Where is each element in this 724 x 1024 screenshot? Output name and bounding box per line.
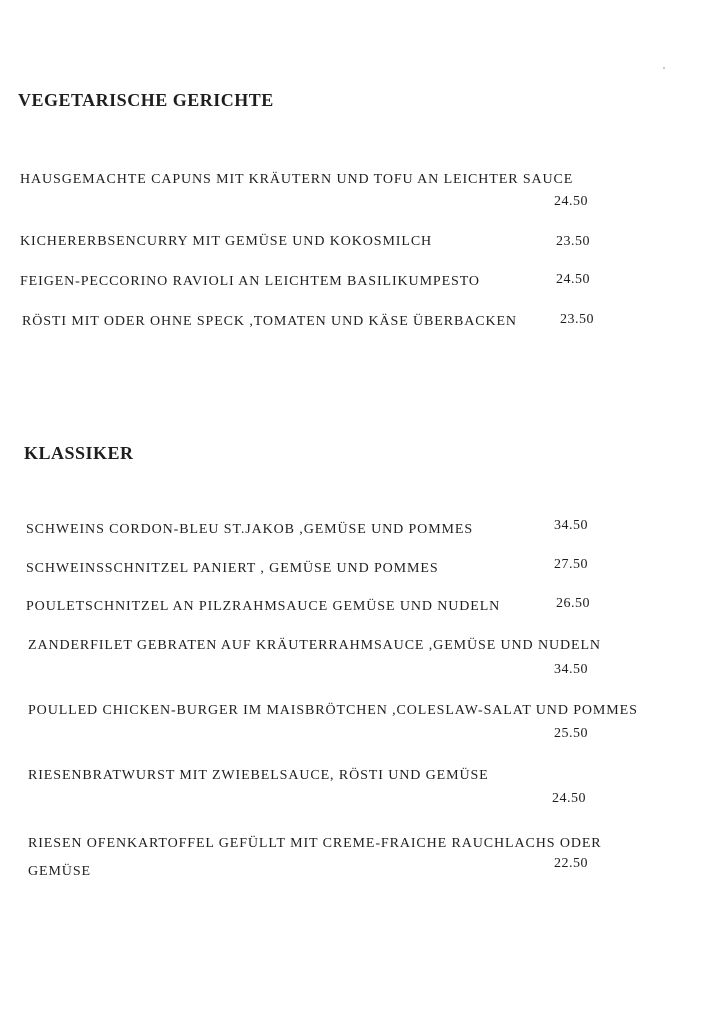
- menu-item-price: 34.50: [554, 518, 588, 533]
- paper-speck: [663, 67, 665, 69]
- menu-item-price: 24.50: [554, 194, 588, 209]
- menu-item-price: 27.50: [554, 557, 588, 572]
- menu-item-price: 34.50: [554, 662, 588, 677]
- menu-item-name: RIESENBRATWURST MIT ZWIEBELSAUCE, RÖSTI UND GEMÜSE: [28, 768, 489, 783]
- menu-item-name: FEIGEN-PECCORINO RAVIOLI AN LEICHTEM BASILIKUMPESTO: [20, 274, 480, 289]
- section-heading-classics: KLASSIKER: [24, 443, 134, 463]
- menu-item-price: 24.50: [552, 791, 586, 806]
- menu-item-name: SCHWEINS CORDON-BLEU ST.JAKOB ,GEMÜSE UND POMMES: [26, 522, 474, 537]
- menu-item-name: HAUSGEMACHTE CAPUNS MIT KRÄUTERN UND TOFU AN LEICHTER SAUCE: [20, 172, 574, 187]
- menu-item-price: 23.50: [560, 312, 594, 327]
- menu-item-price: 23.50: [556, 234, 590, 249]
- menu-item-name: RÖSTI MIT ODER OHNE SPECK ,TOMATEN UND KÄSE ÜBERBACKEN: [22, 314, 517, 329]
- section-heading-vegetarian: VEGETARISCHE GERICHTE: [18, 90, 274, 110]
- menu-item-name: ZANDERFILET GEBRATEN AUF KRÄUTERRAHMSAUCE ,GEMÜSE UND NUDELN: [28, 638, 601, 653]
- menu-item-name: KICHERERBSENCURRY MIT GEMÜSE UND KOKOSMILCH: [20, 234, 433, 249]
- menu-item-name: POULLED CHICKEN-BURGER IM MAISBRÖTCHEN ,COLESLAW-SALAT UND POMMES: [28, 703, 638, 718]
- menu-item-price: 22.50: [554, 856, 588, 871]
- menu-item-price: 26.50: [556, 596, 590, 611]
- menu-item-price: 25.50: [554, 726, 588, 741]
- menu-item-name: RIESEN OFENKARTOFFEL GEFÜLLT MIT CREME-FRAICHE RAUCHLACHS ODER GEMÜSE: [28, 836, 602, 879]
- menu-item-name: POULETSCHNITZEL AN PILZRAHMSAUCE GEMÜSE UND NUDELN: [26, 599, 501, 614]
- menu-item-name: SCHWEINSSCHNITZEL PANIERT , GEMÜSE UND POMMES: [26, 561, 439, 576]
- menu-item-price: 24.50: [556, 272, 590, 287]
